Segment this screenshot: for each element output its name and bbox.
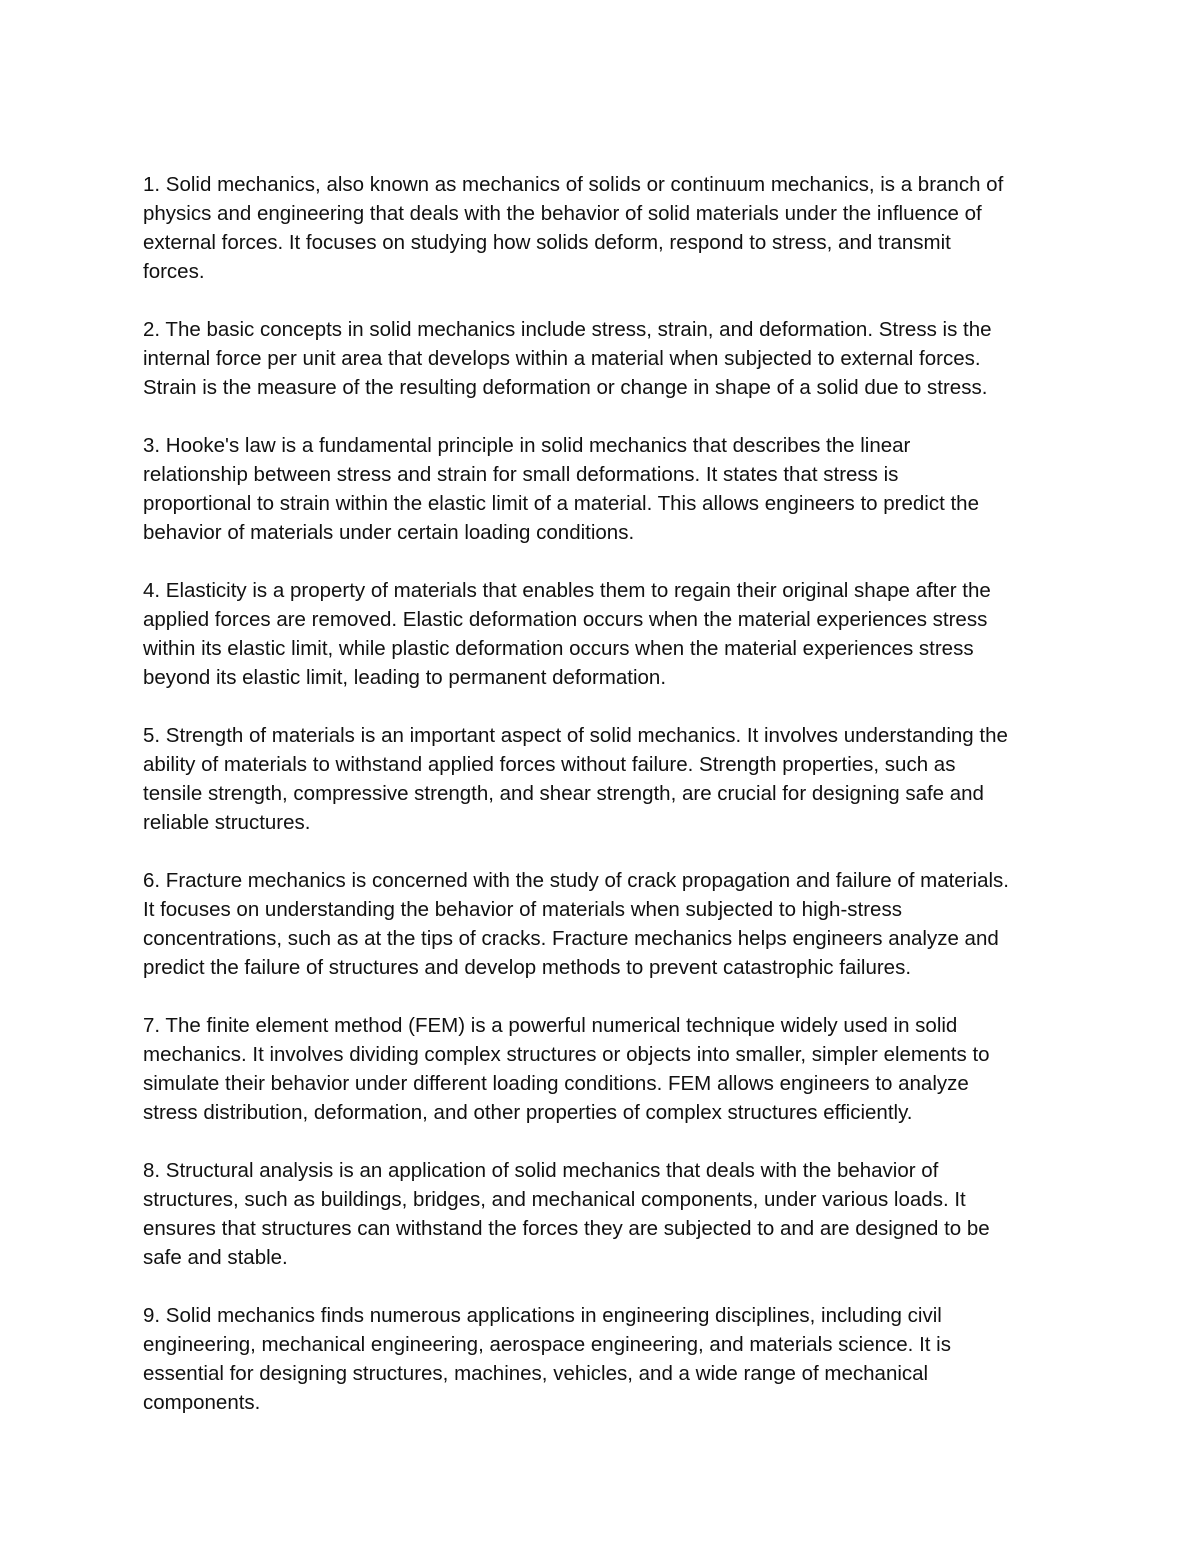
paragraph-4: 4. Elasticity is a property of materials that enables them to regain their original shape after the applied forces are removed. Elastic deformation occurs when the material experiences stress within its elastic limit, while plastic deformation occurs when the material experiences stress beyond its elastic limit, leading to permanent deformation. xyxy=(143,579,991,689)
paragraph-7: 7. The finite element method (FEM) is a powerful numerical technique widely used in solid mechanics. It involves dividing complex structures or objects into smaller, simpler elements to simulate their behavior under different loading conditions. FEM allows engineers to analyze stress distribution, deformation, and other properties of complex structures efficiently. xyxy=(143,1014,990,1124)
paragraph-3: 3. Hooke's law is a fundamental principle in solid mechanics that describes the linear relationship between stress and strain for small deformations. It states that stress is proportional to strain within the elastic limit of a material. This allows engineers to predict the behavior of materials under certain loading conditions. xyxy=(143,434,979,544)
paragraph-6: 6. Fracture mechanics is concerned with the study of crack propagation and failure of materials. It focuses on understanding the behavior of materials when subjected to high-stress concentrations, such as at the tips of cracks. Fracture mechanics helps engineers analyze and predict the failure of structures and develop methods to prevent catastrophic failures. xyxy=(143,869,1009,979)
paragraph-1: 1. Solid mechanics, also known as mechanics of solids or continuum mechanics, is a branch of physics and engineering that deals with the behavior of solid materials under the influence of external forces. It focuses on studying how solids deform, respond to stress, and transmit forces. xyxy=(143,173,1004,283)
paragraph-9: 9. Solid mechanics finds numerous applications in engineering disciplines, including civil engineering, mechanical engineering, aerospace engineering, and materials science. It is essential for designing structures, machines, vehicles, and a wide range of mechanical components. xyxy=(143,1304,951,1414)
paragraph-8: 8. Structural analysis is an application of solid mechanics that deals with the behavior of structures, such as buildings, bridges, and mechanical components, under various loads. It ensures that structures can withstand the forces they are subjected to and are designed to be safe and stable. xyxy=(143,1159,990,1269)
paragraph-2: 2. The basic concepts in solid mechanics include stress, strain, and deformation. Stress is the internal force per unit area that develops within a material when subjected to external forces. Strain is the measure of the resulting deformation or change in shape of a solid due to stress. xyxy=(143,318,992,399)
document-body xyxy=(143,170,1063,1417)
paragraph-5: 5. Strength of materials is an important aspect of solid mechanics. It involves understanding the ability of materials to withstand applied forces without failure. Strength properties, such as tensile strength, compressive strength, and shear strength, are crucial for designing safe and reliable structures. xyxy=(143,724,1008,834)
